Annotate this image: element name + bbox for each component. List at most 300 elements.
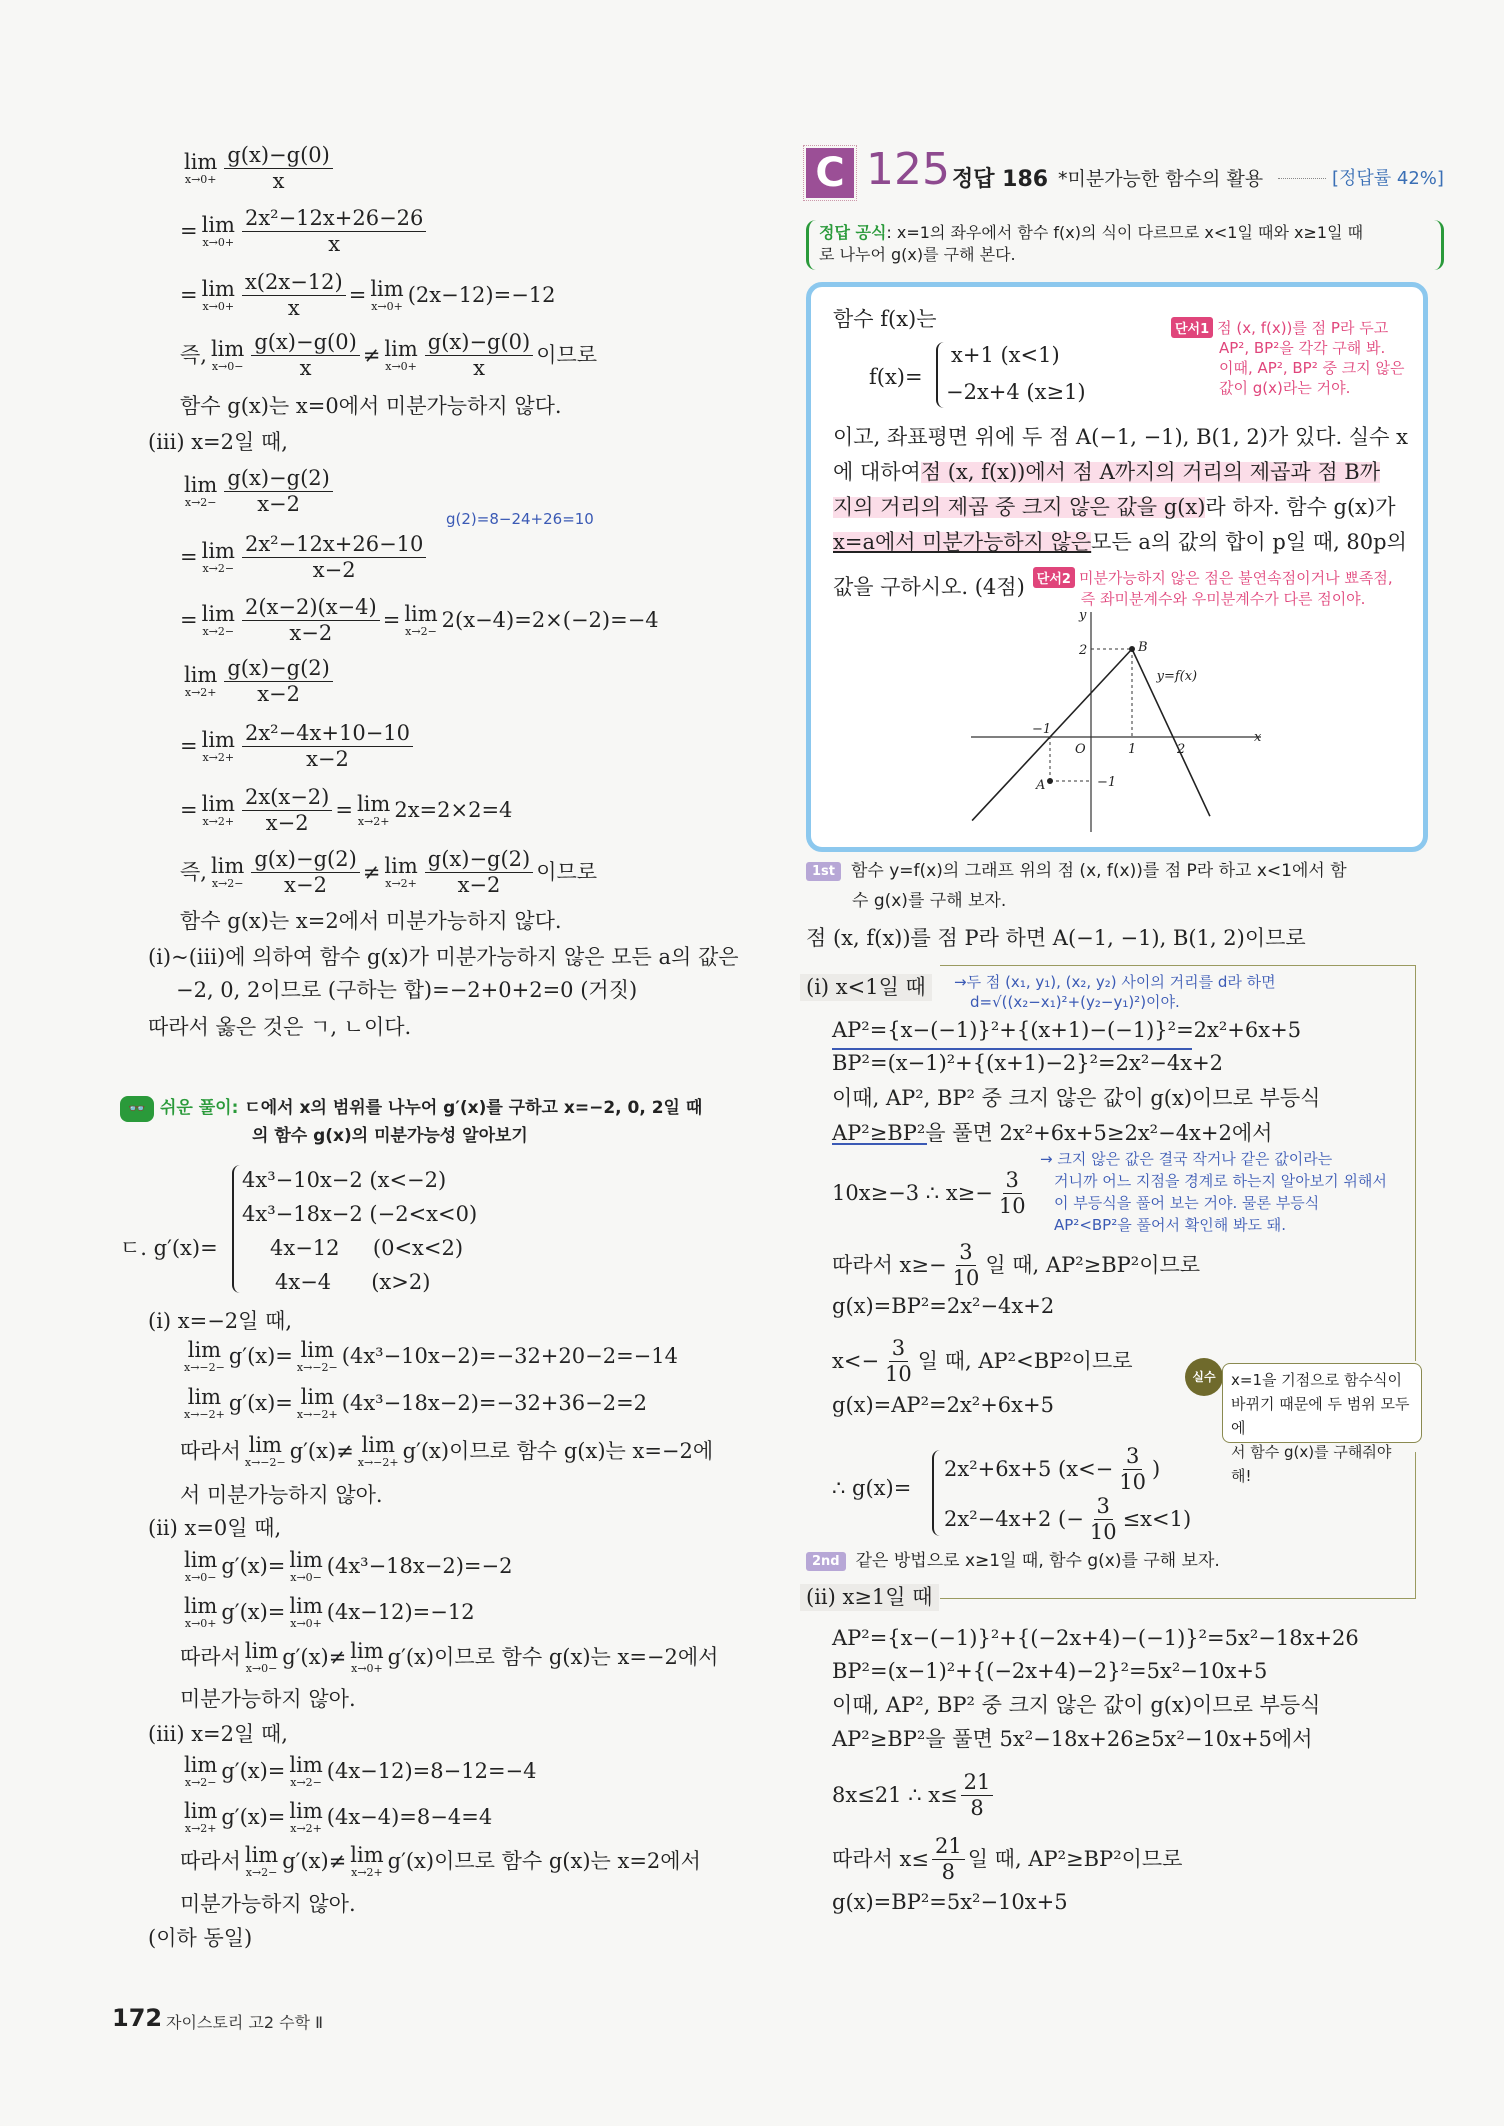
gprime-case: 4x−12 (0<x<2) — [270, 1236, 464, 1260]
f-case-1: x+1 (x<1) — [951, 343, 1060, 367]
lim-word: lim — [201, 602, 235, 626]
solution-line — [180, 1641, 718, 1674]
note-line: →두 점 (x₁, y₁), (x₂, y₂) 사이의 거리를 d라 하면 — [954, 973, 1276, 991]
math-text: AP²≥BP²을 풀면 5x²−18x+26≥5x²−10x+5에서 — [832, 1727, 1313, 1751]
hint-2 — [1033, 567, 1393, 608]
math-text: = — [180, 219, 198, 243]
denominator: 8 — [941, 1860, 956, 1884]
math-text: 함수 g(x)는 x=0에서 미분가능하지 않다. — [180, 394, 562, 418]
numerator: 2x²−4x+10−10 — [242, 723, 413, 747]
g-result-lhs: ∴ g(x)= — [832, 1476, 912, 1500]
limit — [184, 1550, 217, 1583]
answer-formula-box — [806, 220, 1444, 270]
math-text: ) — [1152, 1457, 1161, 1481]
numerator: 2x²−12x+26−26 — [242, 208, 426, 232]
denominator: x−2 — [457, 873, 501, 897]
math-text: ≠ — [362, 343, 381, 367]
math-text: 따라서 — [180, 1645, 241, 1669]
g2-note: g(2)=8−24+26=10 — [446, 510, 594, 528]
math-text: BP²=(x−1)²+{(−2x+4)−2}²=5x²−10x+5 — [832, 1659, 1268, 1683]
solution-line — [180, 1435, 713, 1468]
math-text: x<− — [832, 1349, 880, 1373]
lim-subscript: x→2+ — [351, 1866, 383, 1879]
lim-word: lim — [289, 1799, 323, 1823]
topic-label: *미분가능한 함수의 활용 — [1058, 168, 1264, 190]
easy-solution-text: ㄷ에서 x의 범위를 나누어 g′(x)를 구하고 x=−2, 0, 2일 때 — [244, 1098, 703, 1118]
numerator: g(x)−g(0) — [224, 145, 332, 169]
step-1-cont: 수 g(x)를 구해 보자. — [852, 891, 1007, 911]
fraction — [251, 332, 359, 379]
lim-subscript: x→0+ — [184, 1617, 217, 1630]
lim-word: lim — [244, 1843, 279, 1867]
limit — [357, 794, 390, 827]
numerator: 3 — [889, 1338, 908, 1362]
fraction — [251, 849, 359, 896]
math-text: g′(x)= — [228, 1344, 293, 1368]
text: 라 하자. 함수 g(x)가 — [1205, 495, 1396, 519]
numerator: 3 — [1123, 1446, 1142, 1470]
fraction — [242, 723, 413, 770]
step-2-badge: 2nd — [806, 1552, 846, 1571]
solution-line — [832, 1836, 1182, 1883]
gprime-case: 4x³−18x−2 (−2<x<0) — [242, 1202, 478, 1226]
denominator: x — [328, 232, 341, 256]
step-1 — [806, 862, 1347, 881]
lim-word: lim — [300, 1338, 335, 1362]
math-text: 이므로 — [536, 860, 598, 884]
limit — [358, 1435, 399, 1468]
limit — [245, 1845, 278, 1878]
fraction — [950, 1242, 983, 1289]
lim-subscript: x→2− — [211, 877, 244, 890]
lim-subscript: x→0− — [211, 360, 244, 373]
math-text: 일 때, AP²≥BP²이므로 — [985, 1253, 1201, 1277]
page-number: 172 — [112, 2004, 163, 2032]
fraction — [242, 208, 426, 255]
math-text: = — [180, 734, 198, 758]
solution-line — [832, 1338, 1133, 1385]
solution-line — [148, 1518, 281, 1539]
problem-box — [806, 282, 1428, 852]
lim-subscript: x→2+ — [184, 686, 217, 699]
limit — [184, 152, 217, 185]
note-line: 서 함수 g(x)를 구해줘야 해! — [1231, 1443, 1392, 1485]
tick-1: 1 — [1128, 742, 1137, 757]
math-text: g′(x)= — [221, 1554, 286, 1578]
fraction — [242, 597, 380, 644]
lim-word: lim — [184, 1753, 218, 1777]
fraction — [224, 468, 332, 515]
math-text: 즉, — [180, 343, 207, 367]
solution-line — [180, 911, 562, 932]
point-b — [1129, 646, 1135, 652]
math-text: (4x−12)=−12 — [326, 1600, 475, 1624]
math-text: AP²={x−(−1)}²+{(−2x+4)−(−1)}²=5x²−18x+26 — [832, 1626, 1359, 1650]
lim-subscript: x→2− — [405, 625, 437, 638]
problem-level-badge: C — [806, 148, 854, 198]
math-text: (i)~(iii)에 의하여 함수 g(x)가 미분가능하지 않은 모든 a의 값은 — [148, 945, 739, 969]
dotted-leader — [1278, 178, 1326, 179]
fraction — [1087, 1496, 1120, 1543]
lim-word: lim — [184, 473, 218, 497]
limit — [184, 1801, 217, 1834]
solution-line — [148, 1724, 288, 1745]
solution-line — [832, 1395, 1054, 1416]
lim-word: lim — [350, 1639, 384, 1663]
math-text: (4x³−18x−2)=−2 — [326, 1554, 513, 1578]
denominator: x−2 — [265, 811, 309, 835]
correct-rate: [정답률 42%] — [1332, 168, 1444, 189]
piecewise-brace — [232, 1165, 242, 1293]
f-case-2: −2x+4 (x≥1) — [946, 380, 1086, 404]
lim-subscript: x→2− — [184, 1776, 217, 1789]
limit — [184, 1755, 217, 1788]
lim-subscript: x→2− — [202, 562, 235, 575]
solution-line — [180, 1550, 512, 1583]
hint-2-badge: 단서2 — [1033, 567, 1075, 588]
lim-word: lim — [404, 602, 438, 626]
mistake-warning-icon: 실수 — [1185, 1358, 1223, 1396]
denominator: x−2 — [257, 682, 300, 706]
point-a — [1047, 778, 1053, 784]
lim-subscript: x→2+ — [357, 815, 390, 828]
denominator: x−2 — [289, 621, 333, 645]
denominator: x — [287, 296, 300, 320]
binoculars-icon: 👓 — [120, 1096, 154, 1122]
lim-subscript: x→2− — [184, 496, 217, 509]
formula-text-2: 로 나누어 g(x)를 구해 본다. — [819, 245, 1016, 264]
math-text: 일 때, AP²<BP²이므로 — [917, 1349, 1133, 1373]
hint-1-badge: 단서1 — [1171, 317, 1213, 338]
math-text: 10x≥−3 ∴ x≥− — [832, 1181, 993, 1205]
math-text: g(x)=AP²=2x²+6x+5 — [832, 1393, 1054, 1417]
fraction — [242, 787, 332, 834]
mistake-note — [1222, 1363, 1422, 1485]
math-text: (2x−12)=−12 — [407, 283, 556, 307]
solution-line — [832, 1170, 1032, 1217]
highlighted-condition: 점 (x, f(x))에서 점 A까지의 거리의 제곱과 점 B까 — [920, 460, 1381, 484]
solution-line — [832, 1242, 1200, 1289]
tick-2: 2 — [1177, 742, 1186, 757]
lim-word: lim — [289, 1594, 323, 1618]
math-text: = — [180, 283, 198, 307]
lim-word: lim — [184, 1799, 218, 1823]
limit — [350, 1845, 383, 1878]
math-text: 일 때, AP²≥BP²이므로 — [967, 1847, 1183, 1871]
math-text: = — [382, 608, 401, 632]
numerator: 2x²−12x+26−10 — [242, 534, 426, 558]
gprime-case: 4x−4 (x>2) — [275, 1270, 431, 1294]
solution-line — [832, 1088, 1320, 1109]
f-lhs: f(x)= — [869, 365, 923, 389]
math-text: g′(x)≠ — [289, 1439, 354, 1463]
fraction — [242, 534, 426, 581]
math-text: g′(x)= — [228, 1391, 293, 1415]
note-line: → 크지 않은 값은 결국 작거나 같은 값이라는 — [1040, 1150, 1333, 1168]
lim-word: lim — [187, 1338, 222, 1362]
easy-solution-header — [120, 1094, 702, 1150]
solution-line — [180, 145, 336, 192]
numerator: g(x)−g(2) — [251, 849, 359, 873]
problem-line-2 — [833, 462, 1380, 483]
point-b-label: B — [1138, 640, 1148, 655]
problem-line-4 — [833, 532, 1407, 553]
easy-solution-label: 쉬운 풀이: — [160, 1098, 239, 1118]
step-1-text: 함수 y=f(x)의 그래프 위의 점 (x, f(x))를 점 P라 하고 x<1에서 함 — [851, 861, 1347, 881]
solution-line — [180, 1340, 678, 1373]
lim-subscript: x→2− — [290, 1776, 322, 1789]
problem-line-3 — [833, 497, 1396, 518]
tick-neg1-y: −1 — [1097, 775, 1117, 790]
math-text: g′(x)= — [221, 1600, 286, 1624]
lim-word: lim — [248, 1433, 282, 1457]
limit — [404, 604, 437, 637]
solution-line — [180, 723, 416, 770]
lim-word: lim — [356, 792, 391, 816]
lim-word: lim — [187, 1385, 222, 1409]
math-text: 따라서 옳은 것은 ㄱ, ㄴ이다. — [148, 1015, 412, 1039]
limit — [202, 604, 235, 637]
note-line: AP²<BP²을 풀어서 확인해 봐도 돼. — [1054, 1216, 1286, 1234]
limit — [202, 794, 235, 827]
solution-line — [180, 534, 429, 581]
solution-line — [832, 1661, 1267, 1682]
math-text: (i) x=−2일 때, — [148, 1309, 293, 1333]
lim-subscript: x→0− — [290, 1571, 322, 1584]
solution-line — [832, 1892, 1068, 1913]
solution-line — [832, 1123, 1272, 1144]
limit — [202, 279, 235, 312]
solution-line — [148, 1017, 411, 1038]
lim-subscript: x→0+ — [351, 1662, 383, 1675]
math-text: (iii) x=2일 때, — [148, 430, 288, 454]
formula-text-1: : x=1의 좌우에서 함수 f(x)의 식이 다르므로 x<1일 때와 x≥1일 때 — [886, 223, 1364, 242]
solution-line — [180, 1596, 475, 1629]
denominator: x — [473, 356, 485, 380]
math-text: g′(x)이므로 함수 g(x)는 x=−2에 — [402, 1439, 714, 1463]
math-text: −2, 0, 2이므로 (구하는 합)=−2+0+2=0 (거짓) — [176, 978, 638, 1002]
math-text: 2(x−4)=2×(−2)=−4 — [441, 608, 659, 632]
lim-subscript: x→0+ — [385, 360, 417, 373]
formula-label: 정답 공식 — [819, 223, 887, 242]
math-text: 이때, AP², BP² 중 크지 않은 값이 g(x)이므로 부등식 — [832, 1086, 1321, 1110]
denominator: 10 — [952, 1266, 980, 1290]
problem-line-1: 이고, 좌표평면 위에 두 점 A(−1, −1), B(1, 2)가 있다. 실수 x — [833, 425, 1408, 449]
math-text: g(x)=BP²=2x²−4x+2 — [832, 1294, 1055, 1318]
math-text: (4x−12)=8−12=−4 — [326, 1759, 537, 1783]
solution-line — [180, 396, 562, 417]
lim-word: lim — [361, 1433, 395, 1457]
lim-word: lim — [201, 539, 235, 563]
numerator: g(x)−g(2) — [425, 849, 533, 873]
solution-line — [806, 928, 1306, 949]
fraction — [961, 1772, 994, 1819]
numerator: 21 — [932, 1836, 965, 1860]
math-text: ≠ — [362, 860, 381, 884]
math-text: 함수 g(x)는 x=2에서 미분가능하지 않다. — [180, 909, 562, 933]
lim-word: lim — [201, 792, 235, 816]
piecewise-brace — [932, 1450, 942, 1536]
math-text: 8x≤21 ∴ x≤ — [832, 1783, 958, 1807]
numerator: 3 — [956, 1242, 975, 1266]
solution-line — [180, 849, 597, 896]
math-text: = — [180, 798, 198, 822]
lim-subscript: x→−2− — [184, 1361, 225, 1374]
denominator: x−2 — [257, 492, 300, 516]
solution-line — [180, 272, 556, 319]
lim-subscript: x→−2− — [296, 1361, 338, 1374]
easy-solution-text: 의 함수 g(x)의 미분가능성 알아보기 — [252, 1126, 528, 1146]
math-text: = — [180, 608, 198, 632]
solution-line — [832, 1053, 1223, 1074]
lim-word: lim — [370, 277, 404, 301]
lim-subscript: x→0+ — [202, 300, 235, 313]
solution-line — [148, 432, 288, 453]
numerator: 2x(x−2) — [242, 787, 332, 811]
distance-note — [954, 972, 1276, 1012]
lim-subscript: x→0− — [184, 1571, 217, 1584]
math-text: g′(x)이므로 함수 g(x)는 x=−2에서 — [387, 1645, 719, 1669]
math-text: 미분가능하지 않아. — [180, 1687, 356, 1711]
solution-line — [176, 980, 637, 1001]
denominator: x−2 — [312, 558, 356, 582]
numerator: g(x)−g(0) — [425, 332, 533, 356]
limit — [184, 1340, 225, 1373]
solution-line — [148, 1311, 292, 1332]
math-text: ≤x<1) — [1122, 1507, 1192, 1531]
lim-word: lim — [184, 1548, 218, 1572]
lim-word: lim — [350, 1843, 384, 1867]
tick-neg1-x: −1 — [1032, 722, 1052, 737]
lim-subscript: x→0+ — [202, 236, 235, 249]
solution-line — [832, 1296, 1054, 1317]
numerator: 3 — [1094, 1496, 1113, 1520]
step-1-badge: 1st — [806, 862, 841, 881]
limit — [211, 339, 244, 372]
math-text: 2x=2×2=4 — [394, 798, 513, 822]
book-title: 자이스토리 고2 수학 Ⅱ — [166, 2013, 323, 2032]
lim-word: lim — [384, 854, 418, 878]
highlighted-condition: 지의 거리의 제곱 중 크지 않은 값을 g(x) — [833, 495, 1206, 519]
fraction — [1116, 1446, 1149, 1493]
note-line: 이 부등식을 풀어 보는 거야. 물론 부등식 — [1054, 1194, 1320, 1212]
denominator: x−2 — [306, 747, 349, 771]
solution-line — [180, 1894, 356, 1915]
math-text: = — [335, 798, 353, 822]
numerator: 2(x−2)(x−4) — [242, 597, 380, 621]
limit — [184, 1387, 225, 1420]
math-text: = — [180, 545, 198, 569]
underline-mark — [832, 1048, 1192, 1050]
lim-word: lim — [384, 337, 418, 361]
x-axis-label: x — [1254, 730, 1262, 745]
math-text: (4x³−10x−2)=−32+20−2=−14 — [341, 1344, 678, 1368]
math-text: 이때, AP², BP² 중 크지 않은 값이 g(x)이므로 부등식 — [832, 1693, 1321, 1717]
fraction — [224, 145, 332, 192]
limit — [289, 1801, 322, 1834]
denominator: 8 — [970, 1796, 984, 1820]
math-text: = — [348, 283, 367, 307]
fraction — [224, 658, 332, 705]
lim-subscript: x→2+ — [385, 877, 417, 890]
curve-left-branch — [972, 649, 1132, 821]
numerator: g(x)−g(2) — [224, 658, 332, 682]
g-case — [944, 1446, 1160, 1493]
inequality-note — [1040, 1148, 1387, 1236]
hint-1-line: 값이 g(x)라는 거야. — [1219, 379, 1351, 397]
lim-word: lim — [201, 728, 235, 752]
limit — [184, 665, 217, 698]
text: 값을 구하시오. (4점) — [833, 575, 1025, 599]
lim-word: lim — [289, 1753, 323, 1777]
origin-label: O — [1075, 742, 1086, 757]
limit — [184, 475, 217, 508]
math-text: 따라서 — [180, 1439, 241, 1463]
text: 모든 a의 값의 합이 p일 때, 80p의 — [1091, 530, 1407, 554]
solution-line — [832, 1772, 996, 1819]
math-text: g′(x)= — [221, 1759, 286, 1783]
solution-line — [180, 1801, 492, 1834]
gprime-case: 4x³−10x−2 (x<−2) — [242, 1168, 447, 1192]
numerator: x(2x−12) — [242, 272, 346, 296]
solution-line — [180, 1689, 356, 1710]
problem-intro: 함수 f(x)는 — [833, 307, 937, 331]
limit — [350, 1641, 383, 1674]
math-text: 이므로 — [536, 343, 598, 367]
lim-word: lim — [201, 213, 235, 237]
math-text: 즉, — [180, 860, 207, 884]
lim-word: lim — [184, 150, 218, 174]
solution-line — [180, 787, 512, 834]
tick-2-y: 2 — [1079, 643, 1088, 658]
math-text: g′(x)≠ — [282, 1849, 347, 1873]
solution-line — [180, 1845, 701, 1878]
lim-subscript: x→2+ — [184, 1822, 217, 1835]
lim-word: lim — [244, 1639, 279, 1663]
function-graph — [971, 607, 1271, 837]
solution-line — [832, 1628, 1359, 1649]
solution-line — [832, 1020, 1301, 1041]
math-text: g′(x)= — [221, 1805, 286, 1829]
limit — [297, 1340, 338, 1373]
math-text: BP²=(x−1)²+{(x+1)−2}²=2x²−4x+2 — [832, 1051, 1224, 1075]
solution-line — [148, 1928, 252, 1949]
math-text: g′(x)이므로 함수 g(x)는 x=2에서 — [387, 1849, 701, 1873]
math-text: 서 미분가능하지 않아. — [180, 1483, 383, 1507]
limit — [289, 1596, 322, 1629]
lim-subscript: x→2+ — [202, 751, 235, 764]
solution-line — [148, 947, 739, 968]
lim-subscript: x→2+ — [202, 815, 235, 828]
text: 에 대하여 — [833, 460, 921, 484]
case-1-label: (i) x<1일 때 — [800, 974, 932, 1001]
lim-word: lim — [289, 1548, 323, 1572]
numerator: 3 — [1003, 1170, 1022, 1194]
math-text: 2x²+6x+5 (x<− — [944, 1457, 1114, 1481]
fraction — [425, 849, 533, 896]
note-line: 바뀌기 때문에 두 범위 모두에 — [1231, 1395, 1410, 1437]
hint-2-line: 미분가능하지 않은 점은 불연속점이거나 뾰족점, — [1078, 569, 1393, 587]
solution-line — [832, 1695, 1320, 1716]
note-line: d=√((x₂−x₁)²+(y₂−y₁)²)이야. — [970, 993, 1180, 1011]
lim-word: lim — [201, 277, 235, 301]
denominator: 10 — [1089, 1520, 1117, 1544]
limit — [384, 856, 417, 889]
piecewise-brace — [936, 342, 946, 408]
lim-word: lim — [184, 1594, 218, 1618]
solution-line — [180, 332, 597, 379]
limit — [370, 279, 403, 312]
